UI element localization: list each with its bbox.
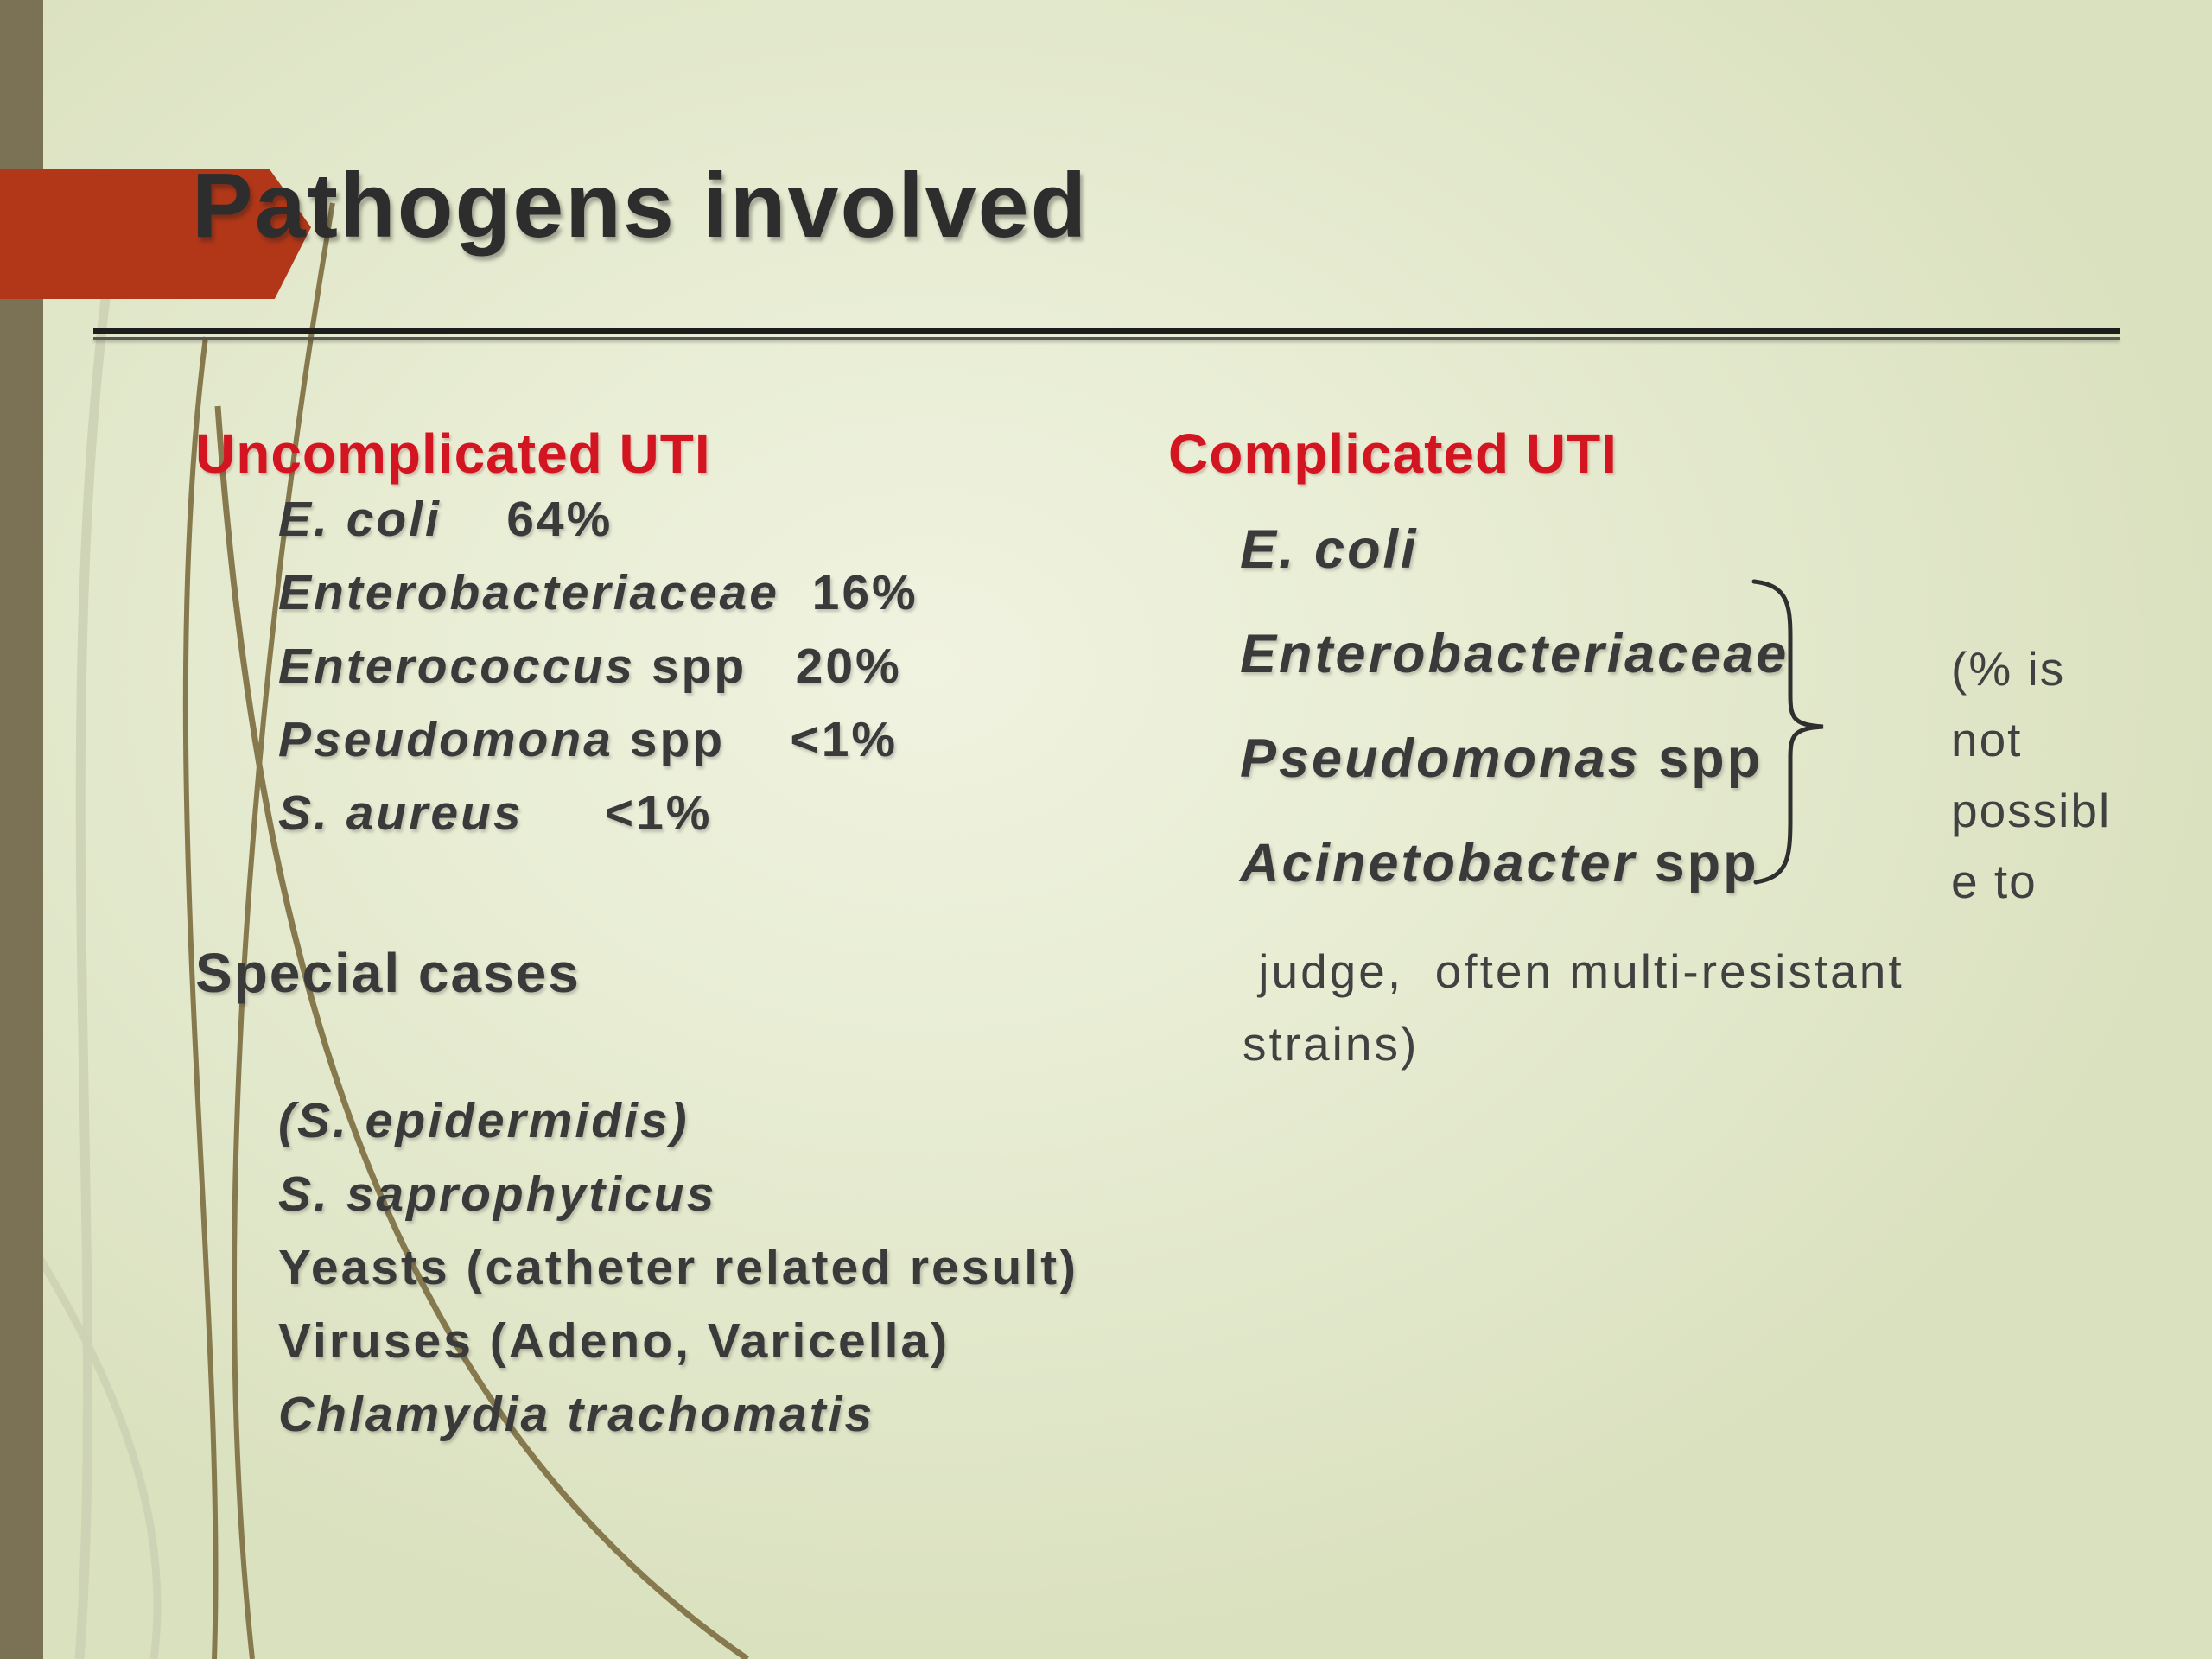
- pathogen-item: [278, 703, 918, 777]
- pathogen-item: [1240, 707, 1789, 811]
- pathogen-item: [278, 1231, 1078, 1305]
- pathogen-item: [278, 1305, 1078, 1378]
- pathogen-item: [278, 777, 918, 850]
- pathogen-item: [1240, 602, 1789, 707]
- item-value: Viruses (Adeno, Varicella): [278, 1313, 950, 1369]
- genus-name: S. saprophyticus: [278, 1166, 717, 1222]
- divider-line-thick: [93, 328, 2120, 334]
- genus-name: Enterobacteriaceae: [278, 565, 779, 620]
- percent-note-continuation: [1243, 935, 1904, 1080]
- pathogen-item: [1240, 498, 1789, 602]
- complicated-uti-list: [1240, 498, 1789, 916]
- item-value: spp <1%: [613, 712, 899, 767]
- note-line: (% is: [1951, 642, 2066, 696]
- divider-line-thin: [93, 337, 2120, 340]
- genus-name: Pseudomona: [278, 712, 613, 767]
- slide-title: Pathogens involved: [192, 155, 1089, 257]
- pathogen-item: [278, 630, 918, 703]
- genus-name: S. aureus: [278, 785, 524, 841]
- genus-name: Enterococcus: [278, 639, 635, 694]
- title-divider: [93, 328, 2120, 340]
- item-value: Yeasts (catheter related result): [278, 1240, 1079, 1295]
- item-value: spp: [1640, 728, 1764, 789]
- pathogen-item: [278, 1378, 1078, 1452]
- item-value: spp: [1637, 833, 1759, 893]
- item-value: 64%: [441, 492, 613, 547]
- grouping-brace: [1745, 575, 1832, 889]
- note-line: judge, often multi-resistant: [1243, 944, 1904, 998]
- pathogen-item: [1240, 811, 1789, 916]
- uncomplicated-uti-list: [278, 483, 918, 850]
- item-value: <1%: [523, 785, 713, 841]
- note-line: strains): [1243, 1017, 1420, 1071]
- complicated-uti-heading: Complicated UTI: [1168, 423, 1618, 485]
- note-line: not: [1951, 713, 2023, 766]
- percent-note: [1951, 633, 2111, 917]
- genus-name: (S. epidermidis): [278, 1093, 690, 1148]
- genus-name: Acinetobacter: [1240, 833, 1637, 893]
- uncomplicated-uti-heading: Uncomplicated UTI: [195, 423, 711, 485]
- pathogen-item: [278, 556, 918, 630]
- genus-name: Enterobacteriaceae: [1240, 624, 1789, 684]
- item-value: 16%: [779, 565, 918, 620]
- genus-name: E. coli: [1240, 519, 1419, 580]
- note-line: e to: [1951, 855, 2037, 908]
- pathogen-item: [278, 1084, 1078, 1158]
- special-cases-heading: Special cases: [195, 942, 581, 1004]
- pathogen-item: [278, 483, 918, 556]
- genus-name: E. coli: [278, 492, 442, 547]
- note-line: possibl: [1951, 784, 2112, 837]
- special-cases-list: [278, 1084, 1078, 1452]
- item-value: spp 20%: [634, 639, 902, 694]
- genus-name: Chlamydia trachomatis: [278, 1387, 875, 1442]
- pathogen-item: [278, 1158, 1078, 1231]
- genus-name: Pseudomonas: [1240, 728, 1641, 789]
